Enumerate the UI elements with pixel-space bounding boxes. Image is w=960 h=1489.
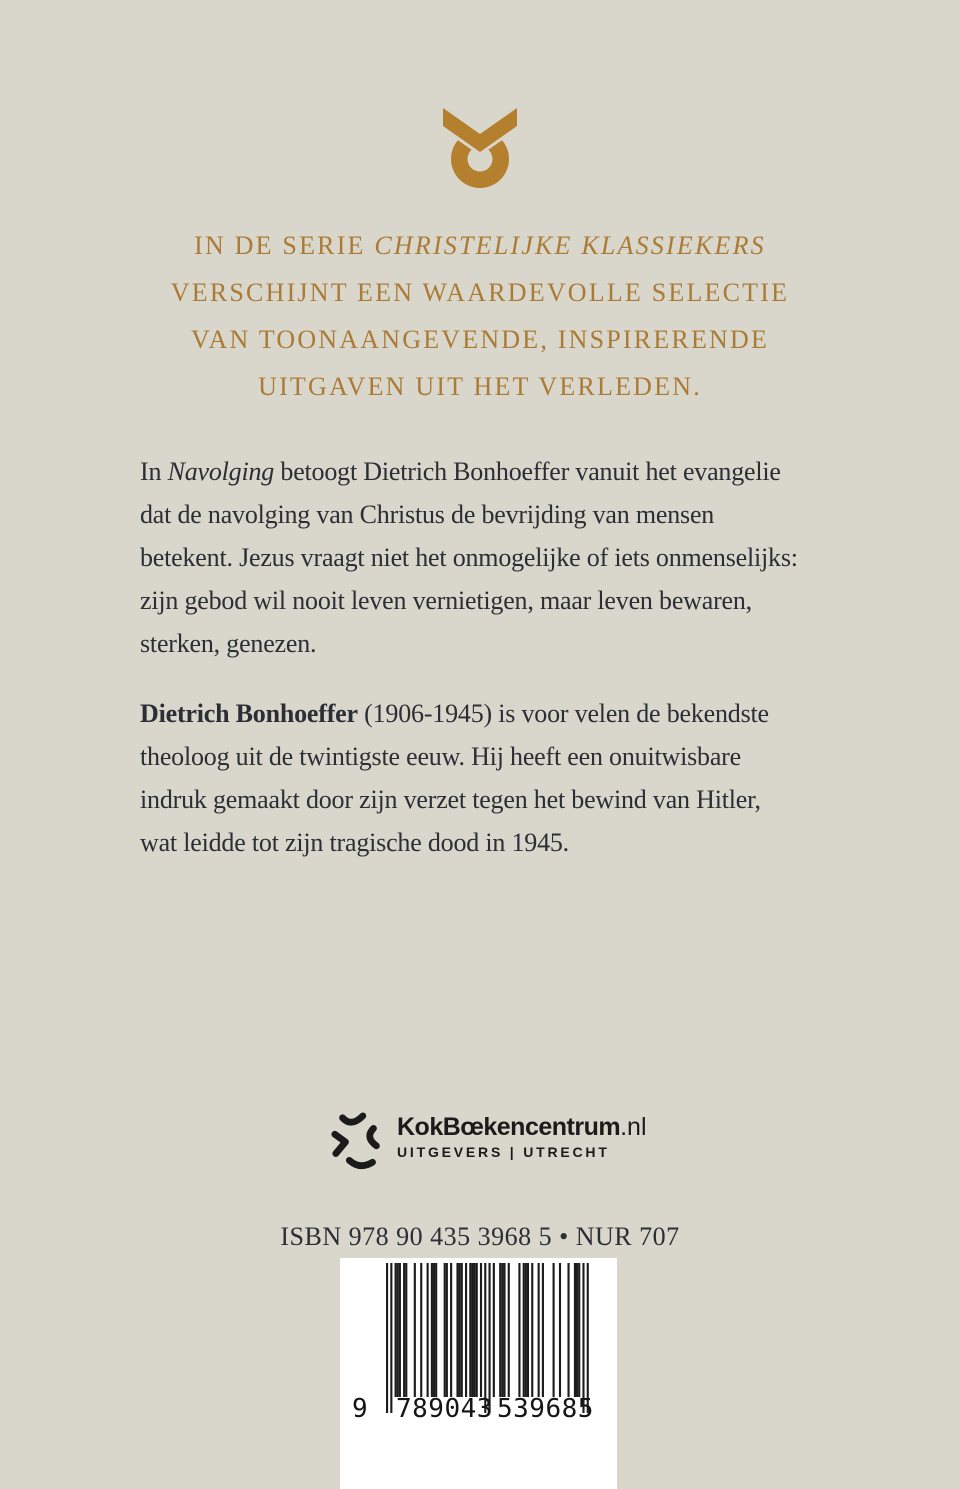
synopsis-paragraph bbox=[140, 450, 798, 665]
series-note bbox=[0, 222, 960, 410]
author-bio-line bbox=[140, 692, 769, 735]
author-name-bold: Dietrich Bonhoeffer bbox=[140, 699, 358, 728]
series-note-line-2: VERSCHIJNT EEN WAARDEVOLLE SELECTIE bbox=[170, 278, 790, 307]
barcode-digits-group1: 789043 bbox=[396, 1394, 493, 1424]
publisher-logo bbox=[330, 1110, 647, 1172]
series-note-line-4: UITGAVEN UIT HET VERLEDEN. bbox=[258, 372, 702, 401]
author-bio-line: indruk gemaakt door zijn verzet tegen het bewind van Hitler, bbox=[140, 785, 761, 814]
author-bio-paragraph bbox=[140, 692, 769, 864]
publisher-tagline: UITGEVERS | UTRECHT bbox=[397, 1144, 610, 1160]
series-note-text: IN DE SERIE bbox=[194, 231, 375, 260]
synopsis-line: dat de navolging van Christus de bevrijding van mensen bbox=[140, 500, 715, 529]
synopsis-text: betoogt Dietrich Bonhoeffer vanuit het evangelie bbox=[274, 457, 781, 486]
ean13-barcode bbox=[386, 1263, 589, 1413]
publisher-text-block bbox=[397, 1110, 647, 1160]
synopsis-text: In bbox=[140, 457, 168, 486]
synopsis-line: zijn gebod wil nooit leven vernietigen, maar leven bewaren, bbox=[140, 586, 752, 615]
isbn-nur-line: ISBN 978 90 435 3968 5 • NUR 707 bbox=[280, 1222, 680, 1251]
barcode-digits-lead: 9 bbox=[352, 1394, 368, 1424]
author-bio-text: (1906-1945) is voor velen de bekendste bbox=[357, 699, 769, 728]
barcode-panel bbox=[340, 1258, 617, 1489]
series-note-line-1 bbox=[0, 222, 960, 269]
publisher-logo-icon bbox=[330, 1110, 388, 1172]
series-title-italic: CHRISTELIJKE KLASSIEKERS bbox=[374, 231, 766, 260]
book-title-italic: Navolging bbox=[167, 457, 275, 486]
barcode-digits-group2: 539685 bbox=[497, 1394, 594, 1424]
synopsis-line: sterken, genezen. bbox=[140, 629, 317, 658]
author-bio-line: theoloog uit de twintigste eeuw. Hij heeft een onuitwisbare bbox=[140, 742, 741, 771]
synopsis-line: betekent. Jezus vraagt niet het onmogelijke of iets onmenselijks: bbox=[140, 543, 798, 572]
author-bio-line: wat leidde tot zijn tragische dood in 1945. bbox=[140, 828, 569, 857]
publisher-name bbox=[397, 1114, 647, 1140]
series-brand-icon bbox=[442, 106, 518, 190]
publisher-name-bold: KokBœkencentrum bbox=[397, 1113, 621, 1141]
synopsis-line bbox=[140, 450, 798, 493]
publisher-name-suffix: .nl bbox=[620, 1113, 647, 1141]
series-note-line-3: VAN TOONAANGEVENDE, INSPIRERENDE bbox=[190, 325, 770, 354]
